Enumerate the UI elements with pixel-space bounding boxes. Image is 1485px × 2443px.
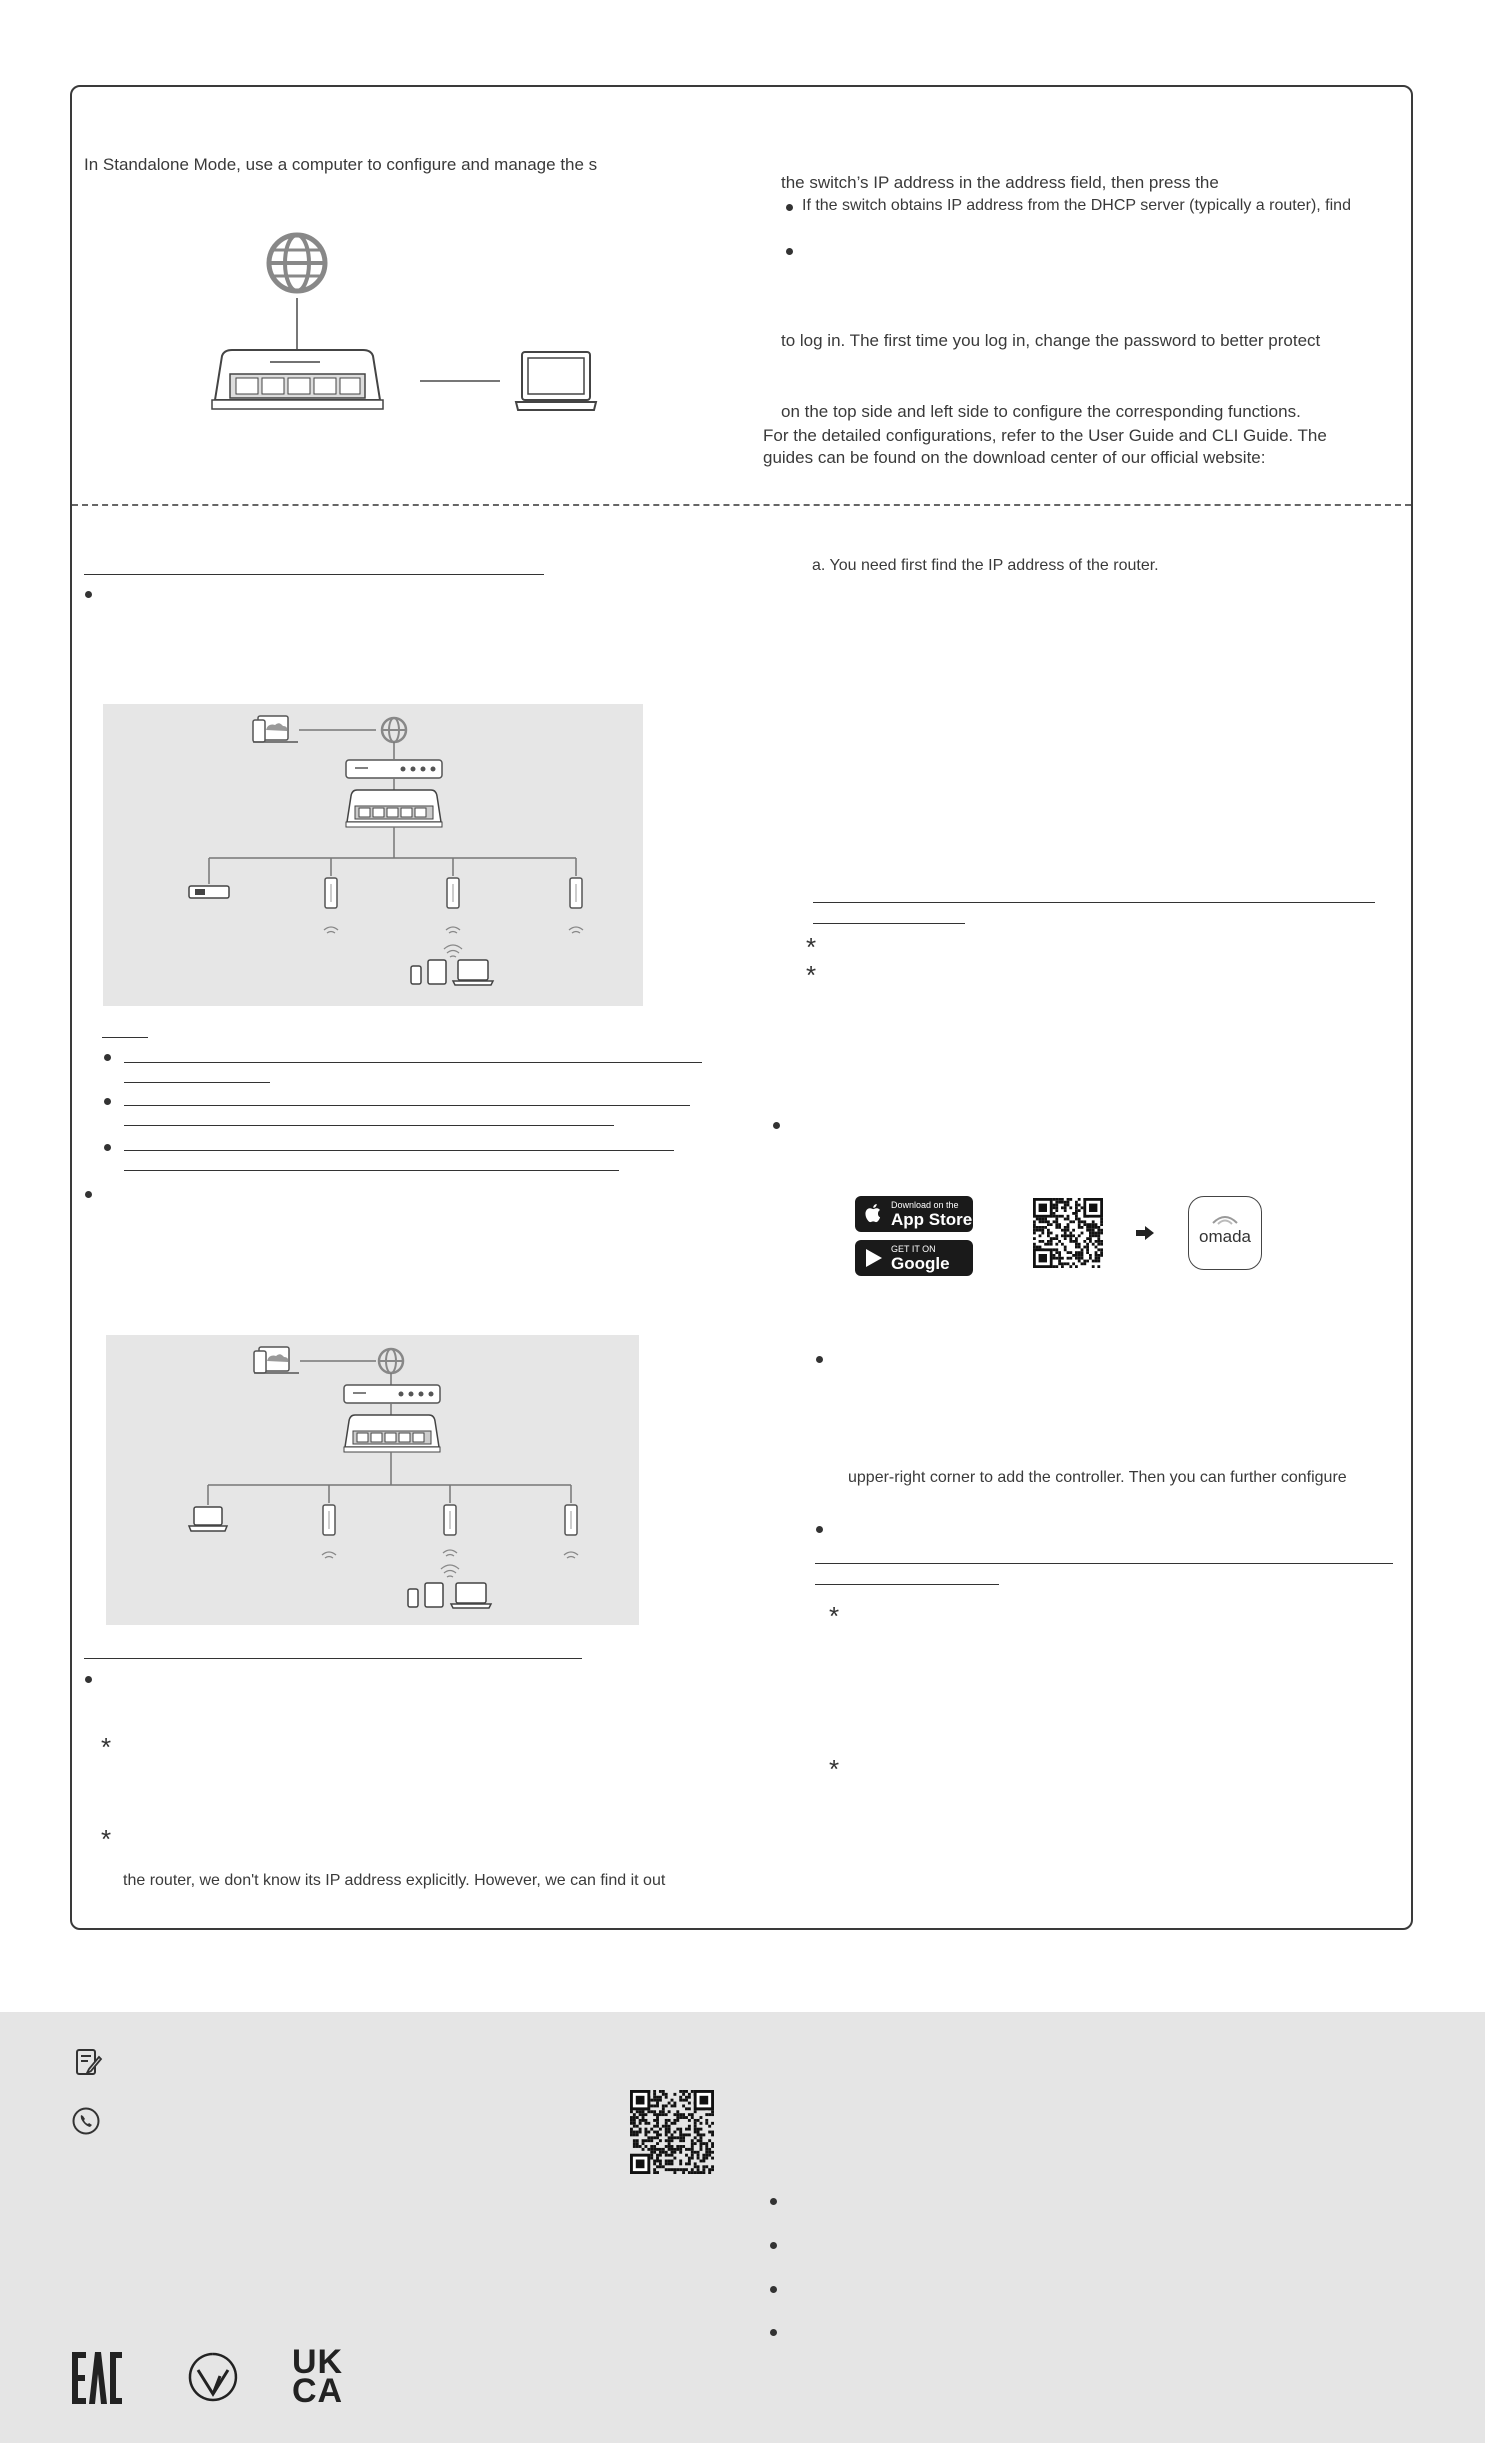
laptop-link-line xyxy=(420,380,500,382)
standalone-intro: In Standalone Mode, use a computer to configure and manage the s xyxy=(84,155,598,174)
section-underline xyxy=(813,902,1375,903)
omada-label: omada xyxy=(1199,1227,1251,1246)
topside-instruction: on the top side and left side to configure the corresponding functions. xyxy=(781,402,1301,421)
section-underline xyxy=(815,1563,1393,1564)
section-divider xyxy=(72,504,1411,506)
qr-code-icon xyxy=(1033,1198,1103,1268)
router-ip-note: the router, we don't know its IP address explicitly. However, we can find it out xyxy=(123,1872,666,1889)
bullet-dot xyxy=(85,1676,92,1683)
bullet-dot xyxy=(85,1191,92,1198)
router-icon xyxy=(346,760,442,778)
switch-icon xyxy=(344,1415,440,1452)
bullet-dot xyxy=(770,2329,777,2336)
note-underline xyxy=(124,1082,270,1083)
eac-mark-icon xyxy=(70,2350,124,2406)
ua-mark-icon xyxy=(186,2350,240,2406)
phone-icon xyxy=(411,966,421,984)
laptop-icon xyxy=(514,350,598,414)
globe-link-line xyxy=(296,298,298,350)
topology-diagram-1 xyxy=(103,704,643,1006)
router-icon xyxy=(344,1385,440,1403)
cloud-device-icon xyxy=(254,1347,299,1373)
note-underline xyxy=(124,1062,702,1063)
asterisk-note: * xyxy=(101,1824,112,1854)
bullet-dot xyxy=(85,591,92,598)
access-point-icon xyxy=(325,878,337,908)
topology-diagram-2 xyxy=(106,1335,639,1625)
omada-app-icon[interactable] xyxy=(1188,1196,1262,1270)
app-store-small-text: Download on the xyxy=(891,1200,959,1210)
controller-icon xyxy=(189,886,229,898)
bullet-dot xyxy=(786,204,793,211)
bullet-dot xyxy=(104,1144,111,1151)
access-point-icon xyxy=(570,878,582,908)
section-underline xyxy=(815,1584,999,1585)
app-store-big-text: App Store xyxy=(891,1210,973,1229)
note-underline xyxy=(124,1170,619,1171)
app-store-badge[interactable] xyxy=(855,1196,973,1232)
section-underline xyxy=(84,574,544,575)
bullet-dot xyxy=(770,2242,777,2249)
access-point-icon xyxy=(447,878,459,908)
note-underline xyxy=(124,1105,690,1106)
ip-address-instruction: the switch’s IP address in the address field, then press the xyxy=(781,173,1219,192)
controller-note: upper-right corner to add the controller. Then you can further configure xyxy=(848,1469,1347,1486)
bullet-dot xyxy=(816,1356,823,1363)
asterisk-note: * xyxy=(101,1732,112,1762)
cloud-device-icon xyxy=(253,716,298,742)
qr-code-icon xyxy=(630,2090,714,2174)
access-point-icon xyxy=(565,1505,577,1535)
bullet-dot xyxy=(786,248,793,255)
asterisk-note: * xyxy=(806,960,817,990)
asterisk-note: * xyxy=(829,1754,840,1784)
configs-instruction: For the detailed configurations, refer to the User Guide and CLI Guide. The xyxy=(763,426,1327,445)
laptop-icon xyxy=(453,960,493,985)
globe-icon xyxy=(264,230,330,296)
asterisk-note: * xyxy=(829,1601,840,1631)
step-a-text: a. You need first find the IP address of the router. xyxy=(812,557,1159,574)
phone-icon xyxy=(408,1589,418,1607)
bullet-dot xyxy=(773,1122,780,1129)
ukca-top-text: UK xyxy=(292,2343,344,2381)
section-underline xyxy=(84,1658,582,1659)
asterisk-note: * xyxy=(806,932,817,962)
wifi-icon xyxy=(322,1550,578,1577)
wifi-icon xyxy=(324,927,583,957)
notes-icon xyxy=(73,2047,103,2077)
globe-icon xyxy=(382,718,406,742)
phone-support-icon xyxy=(71,2106,101,2136)
laptop-icon xyxy=(189,1507,227,1531)
apple-icon xyxy=(865,1202,883,1224)
bullet-dot xyxy=(770,2286,777,2293)
arrow-right-icon xyxy=(1136,1226,1154,1240)
switch-icon xyxy=(346,790,442,827)
google-play-small-text: GET IT ON xyxy=(891,1244,936,1254)
login-instruction: to log in. The first time you log in, change the password to better protect xyxy=(781,331,1321,350)
ukca-mark-icon xyxy=(292,2343,350,2410)
google-play-badge[interactable] xyxy=(855,1240,973,1293)
access-point-icon xyxy=(323,1505,335,1535)
globe-icon xyxy=(379,1349,403,1373)
tablet-icon xyxy=(425,1583,443,1607)
note-heading-underline xyxy=(102,1037,148,1038)
switch-icon xyxy=(210,348,385,412)
note-underline xyxy=(124,1150,674,1151)
bullet-dot xyxy=(104,1098,111,1105)
play-icon xyxy=(865,1248,883,1268)
bullet-dot xyxy=(816,1526,823,1533)
google-play-big-text: Google Play xyxy=(891,1254,950,1293)
dhcp-bullet: If the switch obtains IP address from the DHCP server (typically a router), find xyxy=(802,197,1351,214)
bullet-dot xyxy=(770,2198,777,2205)
bullet-dot xyxy=(104,1054,111,1061)
access-point-icon xyxy=(444,1505,456,1535)
laptop-icon xyxy=(451,1583,491,1608)
guides-instruction: guides can be found on the download center of our official website: xyxy=(763,448,1266,467)
section-underline xyxy=(813,923,965,924)
ukca-bottom-text: CA xyxy=(292,2372,344,2410)
tablet-icon xyxy=(428,960,446,984)
note-underline xyxy=(124,1125,614,1126)
